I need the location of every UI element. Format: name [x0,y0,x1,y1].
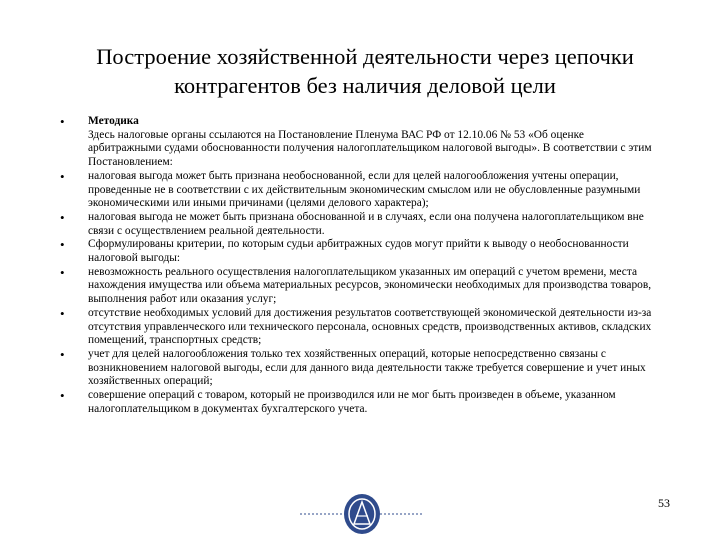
bullet-text: Сформулированы критерии, по которым судьи арбитражных судов могут прийти к выводу о необоснованности налоговой выгоды: [88,238,629,265]
bullet-list [60,115,660,416]
bullet-text: совершение операций с товаром, который не производился или не мог быть произведен в объеме, указанном налогоплательщиком в документах бухгалтерского учета. [88,389,616,415]
bullet-item [60,115,660,170]
title-line-2: контрагентов без наличия деловой цели [174,73,556,98]
title-line-1: Построение хозяйственной деятельности через цепочки [96,44,634,69]
bullet-text: налоговая выгода не может быть признана обоснованной и в случаях, если она получена налогоплательщиком вне связи с осуществлением реальной деятельности. [88,210,644,237]
bullet-item [60,348,660,389]
bullet-heading: • Методика [88,115,139,127]
bullet-text: невозможность реального осуществления налогоплательщиком указанных им операций с учетом времени, места нахождения имущества или объема материальных ресурсов, экономически необходимых для производства товаров, выполнения работ или оказания услуг; [88,265,652,306]
bullet-item [60,266,660,307]
bullet-text: налоговая выгода может быть признана необоснованной, если для целей налогообложения учтены операции, проведенные не в соответствии с их действительным экономическим смыслом или не обусловленные разумными экономическими или иными причинами (целями делового характера); [88,169,641,210]
organization-logo-icon [296,490,426,540]
page-number: 53 [658,496,670,510]
bullet-item [60,389,660,416]
bullet-text: отсутствие необходимых условий для достижения результатов соответствующей экономической деятельности из-за отсутствия управленческого или технического персонала, основных средств, производственных активов, складских помещений, транспортных средств; [88,306,652,347]
slide-title [40,42,690,100]
bullet-item [60,238,660,265]
bullet-item [60,211,660,238]
bullet-text: Здесь налоговые органы ссылаются на Постановление Пленума ВАС РФ от 12.10.06 № 53 «Об оценке арбитражными судами обоснованности получения налогоплательщиком налоговой выгоды». В соответствии с этим Постановлением: [88,128,652,169]
bullet-item [60,170,660,211]
bullet-text: учет для целей налогообложения только тех хозяйственных операций, которые непосредственно связаны с возникновением налоговой выгоды, если для данного вида деятельности также требуется совершение и учет иных хозяйственных операций; [88,347,646,388]
bullet-item [60,307,660,348]
